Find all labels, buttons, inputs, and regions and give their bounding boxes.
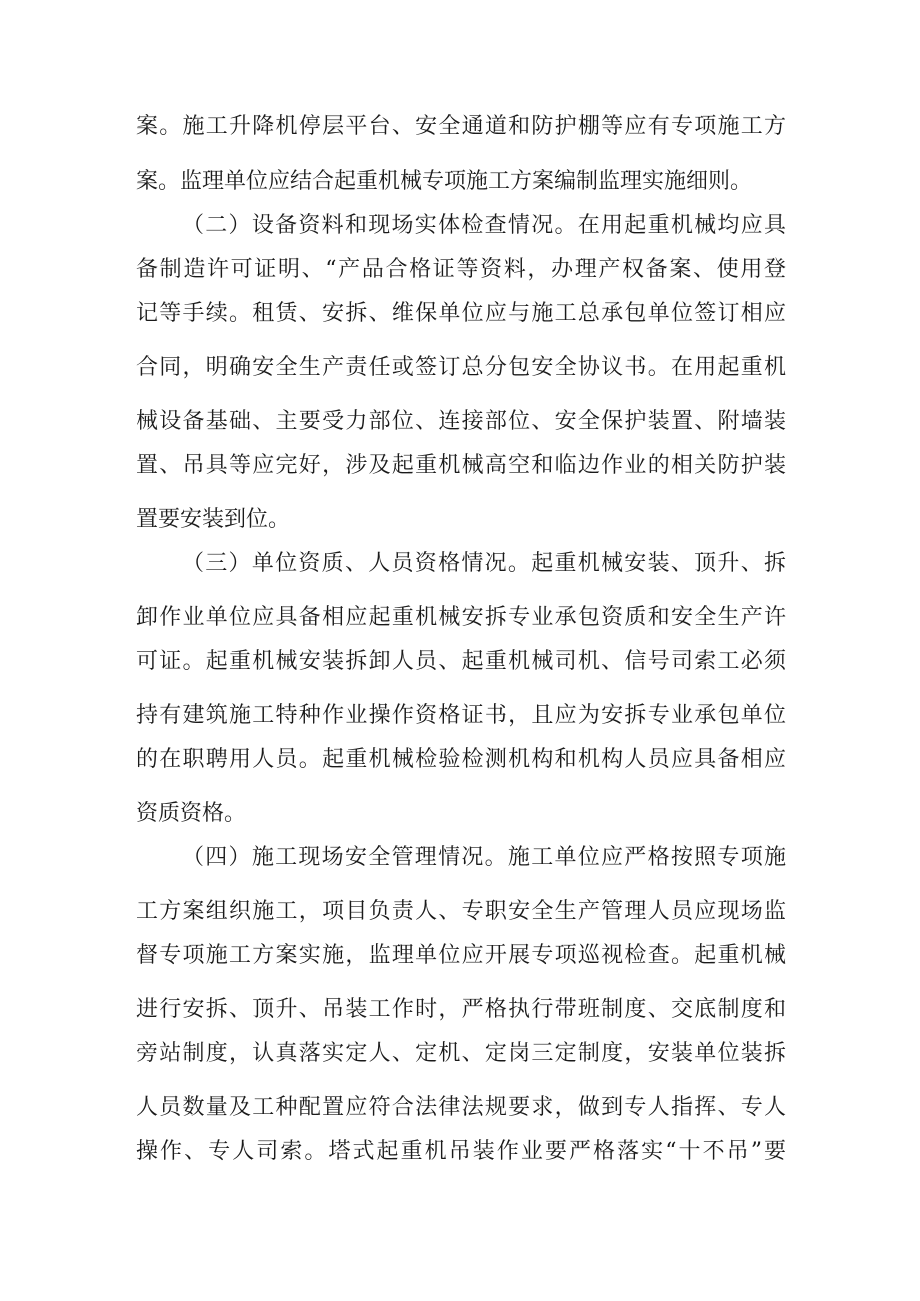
text-line: 械设备基础、主要受力部位、连接部位、安全保护装置、附墙装 [136, 409, 786, 434]
text-line: 案。施工升降机停层平台、安全通道和防护棚等应有专项施工方 [136, 114, 786, 139]
text-line: 合同，明确安全生产责任或签订总分包安全协议书。在用起重机 [136, 355, 786, 380]
text-line: 可证。起重机械安装拆卸人员、起重机械司机、信号司索工必须 [136, 649, 786, 674]
text-line: 置、吊具等应完好，涉及起重机械高空和临边作业的相关防护装 [136, 453, 786, 478]
paragraph-heading-line: （二）设备资料和现场实体检查情况。在用起重机械均应具 [182, 213, 786, 238]
text-line: 备制造许可证明、“产品合格证等资料，办理产权备案、使用登 [136, 257, 786, 282]
text-line: 旁站制度，认真落实定人、定机、定岗三定制度，安装单位装拆 [136, 1041, 786, 1066]
text-line: 人员数量及工种配置应符合法律法规要求，做到专人指挥、专人 [136, 1095, 786, 1120]
text-line: 置要安装到位。 [136, 507, 291, 532]
text-line: 进行安拆、顶升、吊装工作时，严格执行带班制度、交底制度和 [136, 997, 786, 1022]
text-line: 工方案组织施工，项目负责人、专职安全生产管理人员应现场监 [136, 899, 786, 924]
text-line: 记等手续。租赁、安拆、维保单位应与施工总承包单位签订相应 [136, 301, 786, 326]
text-line: 操作、专人司索。塔式起重机吊装作业要严格落实“十不吊”要 [136, 1139, 786, 1164]
text-line: 的在职聘用人员。起重机械检验检测机构和机构人员应具备相应 [136, 747, 786, 772]
text-line: 持有建筑施工特种作业操作资格证书，且应为安拆专业承包单位 [136, 703, 786, 728]
text-line: 卸作业单位应具备相应起重机械安拆专业承包资质和安全生产许 [136, 605, 786, 630]
text-line: 资质资格。 [136, 801, 247, 826]
text-line: 督专项施工方案实施，监理单位应开展专项巡视检查。起重机械 [136, 943, 786, 968]
text-line: 案。监理单位应结合起重机械专项施工方案编制监理实施细则。 [136, 169, 753, 194]
paragraph-heading-line: （四）施工现场安全管理情况。施工单位应严格按照专项施 [182, 845, 786, 870]
paragraph-heading-line: （三）单位资质、人员资格情况。起重机械安装、顶升、拆 [182, 551, 786, 576]
